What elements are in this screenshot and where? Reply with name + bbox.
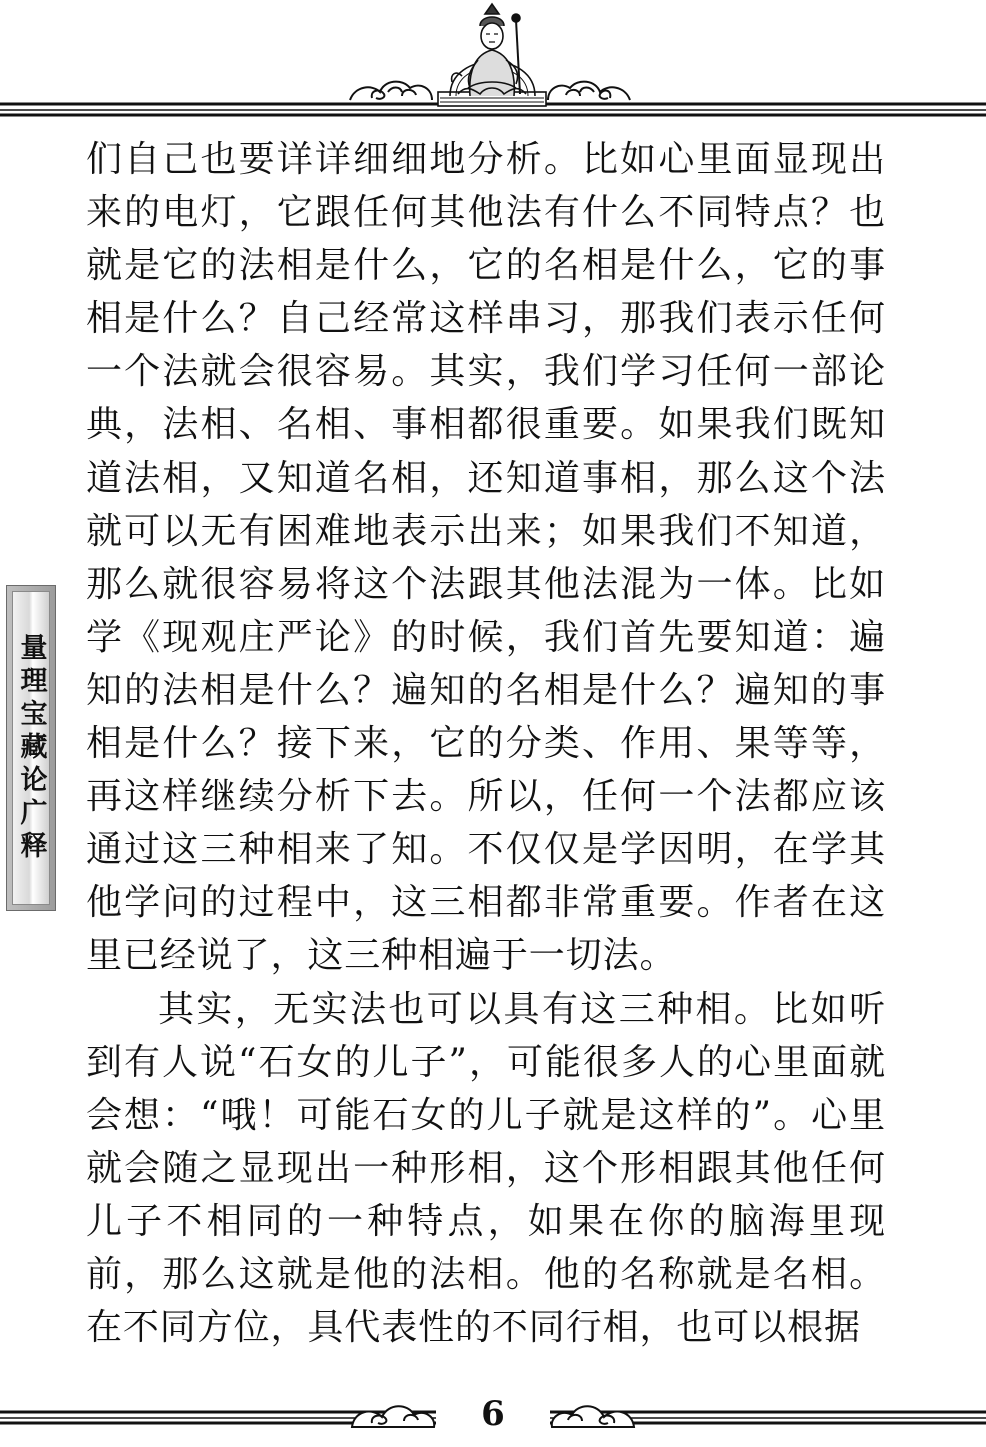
side-tab-frame <box>12 591 50 905</box>
side-tab <box>6 585 56 911</box>
header-ornament-graphic <box>0 0 986 122</box>
paragraph-2: 其实，无实法也可以具有这三种相。比如听到有人说“石女的儿子”，可能很多人的心里面就会想：“哦！可能石女的儿子就是这样的”。心里就会随之显现出一种形相，这个形相跟其他任何儿子不相同的一种特点，如果在你的脑海里现前，那么这就是他的法相。他的名称就是名相。在不同方位，具代表性的不同行相，也可以根据 <box>86 988 886 1349</box>
deity-figure-icon <box>438 4 546 106</box>
page-number: 6 <box>481 1394 505 1434</box>
cloud-scroll-left-icon <box>350 82 432 100</box>
paragraph-1: 们自己也要详详细细地分析。比如心里面显现出来的电灯，它跟任何其他法有什么不同特点？也就是它的法相是什么，它的名相是什么，它的事相是什么？自己经常这样串习，那我们表示任何一个法就会很容易。其实，我们学习任何一部论典，法相、名相、事相都很重要。如果我们既知道法相，又知道名相，还知道事相，那么这个法就可以无有困难地表示出来；如果我们不知道，那么就很容易将这个法跟其他法混为一体。比如学《现观庄严论》的时候，我们首先要知道：遍知的法相是什么？遍知的名相是什么？遍知的事相是什么？接下来，它的分类、作用、果等等，再这样继续分析下去。所以，任何一个法都应该通过这三种相来了知。不仅仅是学因明，在学其他学问的过程中，这三相都非常重要。作者在这里已经说了，这三种相遍于一切法。 <box>86 139 886 977</box>
page-body <box>86 133 886 1354</box>
cloud-scroll-right-icon <box>548 82 630 100</box>
book-title-vertical: 量理宝藏论广释 <box>15 632 47 864</box>
header-ornament <box>0 0 986 122</box>
